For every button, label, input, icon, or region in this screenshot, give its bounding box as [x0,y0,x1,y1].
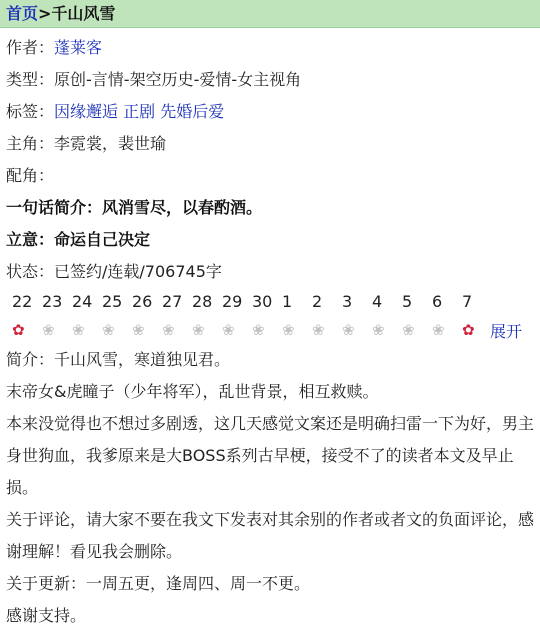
flower-inactive-icon: ❀ [432,321,445,339]
flower-inactive-icon: ❀ [372,321,385,339]
tag-link[interactable]: 因缘邂逅 [54,102,119,121]
oneline-label: 一句话简介： [6,198,103,217]
calendar-day: 23 [42,292,63,311]
support-row [6,160,534,192]
calendar-day: 5 [402,292,413,311]
intro-paragraph: 末帝女&虎瞳子（少年将军），乱世背景，相互救赎。 [6,382,379,401]
tag-link[interactable]: 正剧 [123,102,156,121]
intro-paragraph: 关于评论，请大家不要在我文下发表对其余别的作者或者文的负面评论，感谢理解！看见我会删除。 [6,510,535,561]
support-label: 配角： [6,166,55,185]
flower-inactive-icon: ❀ [312,321,325,339]
status-label: 状态： [6,262,55,281]
calendar-day: 28 [192,292,213,311]
calendar-day: 6 [432,292,443,311]
lead-row [6,128,534,160]
breadcrumb-separator: > [38,4,52,23]
tags-row [6,96,534,128]
flower-inactive-icon: ❀ [282,321,295,339]
calendar-day: 2 [312,292,323,311]
theme-value: 命运自己决定 [54,230,151,249]
tag-link[interactable]: 先婚后爱 [160,102,225,121]
calendar-day: 27 [162,292,183,311]
flower-inactive-icon: ❀ [402,321,415,339]
summary-label: 简介： [6,350,55,369]
theme-label: 立意： [6,230,55,249]
flower-inactive-icon: ❀ [132,321,145,339]
theme-row [6,224,534,256]
calendar-day: 26 [132,292,153,311]
lead-label: 主角： [6,134,55,153]
oneline-row [6,192,534,224]
flower-inactive-icon: ❀ [102,321,115,339]
calendar-day: 3 [342,292,353,311]
update-calendar-days [6,288,534,316]
author-row [6,32,534,64]
flower-inactive-icon: ❀ [192,321,205,339]
breadcrumb [0,0,540,28]
calendar-day: 24 [72,292,93,311]
lead-value: 李霓裳，裴世瑜 [54,134,167,153]
summary-line [6,344,534,376]
author-link[interactable]: 蓬莱客 [54,38,103,57]
home-link[interactable]: 首页 [6,4,39,23]
calendar-day: 22 [12,292,33,311]
calendar-day: 7 [462,292,473,311]
expand-link[interactable]: 展开 [490,321,523,341]
calendar-day: 29 [222,292,243,311]
update-calendar-flowers [6,316,534,344]
flower-inactive-icon: ❀ [222,321,235,339]
genre-label: 类型： [6,70,55,89]
page-title: 千山风雪 [51,4,116,23]
status-value: 已签约/连载/706745字 [54,262,222,281]
intro-paragraph: 感谢支持。 [6,606,87,625]
calendar-day: 30 [252,292,273,311]
intro-paragraph: 关于更新：一周五更，逢周四、周一不更。 [6,574,311,593]
calendar-day: 25 [102,292,123,311]
oneline-value: 风消雪尽，以春酌酒。 [102,198,263,217]
genre-value: 原创-言情-架空历史-爱情-女主视角 [54,70,302,89]
intro-paragraph: 本来没觉得也不想过多剧透，这几天感觉文案还是明确扫雷一下为好，男主身世狗血，我爹原来是大BOSS系列古早梗，接受不了的读者本文及早止损。 [6,414,535,497]
tags-label: 标签： [6,102,55,121]
genre-row [6,64,534,96]
summary-text: 千山风雪，寒道独见君。 [54,350,231,369]
status-row [6,256,534,288]
flower-active-icon: ✿ [462,321,475,339]
flower-inactive-icon: ❀ [252,321,265,339]
flower-inactive-icon: ❀ [42,321,55,339]
flower-inactive-icon: ❀ [342,321,355,339]
author-label: 作者： [6,38,55,57]
calendar-day: 4 [372,292,383,311]
flower-inactive-icon: ❀ [72,321,85,339]
novel-info [0,28,540,632]
flower-active-icon: ✿ [12,321,25,339]
calendar-day: 1 [282,292,293,311]
flower-inactive-icon: ❀ [162,321,175,339]
